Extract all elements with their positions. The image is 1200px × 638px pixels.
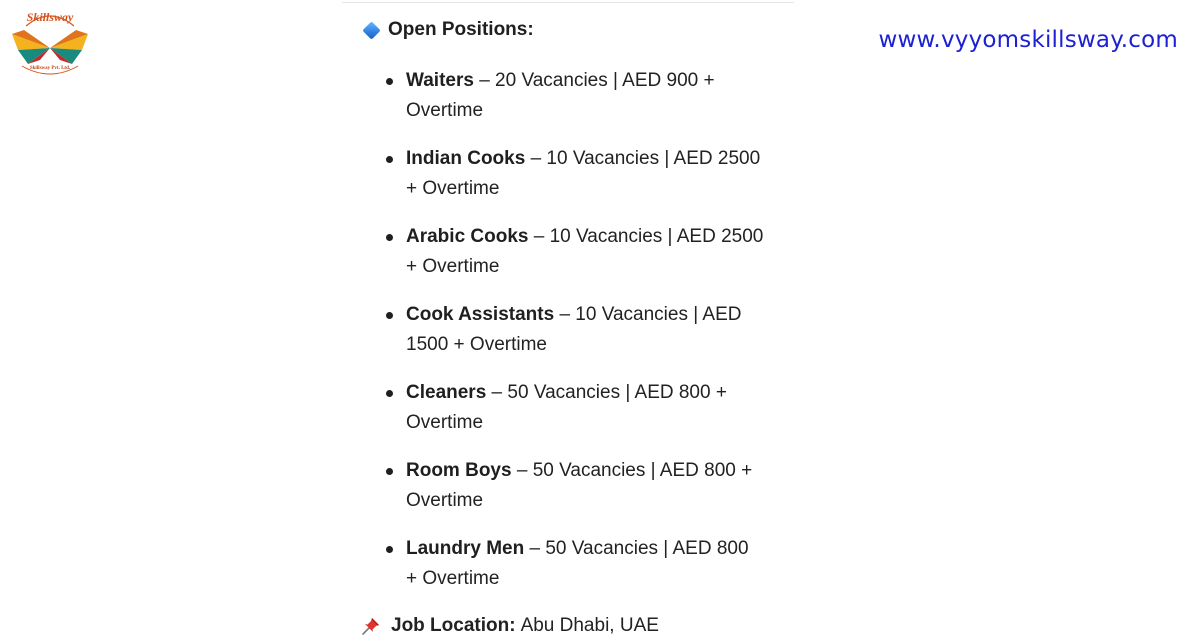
position-details: – 50 Vacancies | AED 800 + (486, 382, 727, 403)
heading-text: Open Positions: (388, 19, 534, 40)
position-details-cont: + Overtime (406, 567, 500, 589)
position-details-cont: Overtime (406, 411, 484, 433)
list-item (406, 66, 786, 144)
position-details: – 20 Vacancies | AED 900 + (473, 70, 715, 91)
job-posting-card (342, 0, 794, 638)
position-details: – 10 Vacancies | AED 2500 (528, 226, 764, 247)
position-details: – 50 Vacancies | AED 800 + (511, 460, 753, 481)
position-details: – 50 Vacancies | AED 800 (524, 538, 749, 559)
list-item (406, 534, 786, 612)
position-role: Room Boys (406, 460, 512, 481)
job-location (360, 615, 659, 637)
list-item (406, 300, 786, 378)
location-label: Job Location: (391, 615, 516, 636)
logo-name: Skillsway (26, 10, 74, 24)
position-role: Indian Cooks (406, 148, 526, 169)
list-item (406, 144, 786, 222)
position-details-cont: + Overtime (406, 177, 500, 199)
position-role: Cleaners (406, 382, 487, 403)
logo-subtitle: Skillsway Pvt. Ltd. (29, 66, 71, 71)
website-link[interactable]: www.vyyomskillsway.com (878, 27, 1178, 53)
positions-list (406, 66, 786, 612)
blue-diamond-icon (362, 21, 380, 39)
top-divider (342, 2, 794, 3)
position-details-cont: Overtime (406, 489, 484, 511)
position-details-cont: + Overtime (406, 255, 500, 277)
location-value: Abu Dhabi, UAE (520, 615, 659, 636)
list-item (406, 222, 786, 300)
position-details: – 10 Vacancies | AED 2500 (525, 148, 761, 169)
list-item (406, 378, 786, 456)
pushpin-icon (360, 615, 382, 637)
position-role: Waiters (406, 70, 474, 91)
list-item (406, 456, 786, 534)
position-role: Cook Assistants (406, 304, 555, 325)
position-details: – 10 Vacancies | AED (554, 304, 742, 325)
position-role: Laundry Men (406, 538, 525, 559)
position-role: Arabic Cooks (406, 226, 529, 247)
company-logo (6, 4, 94, 80)
position-details-cont: 1500 + Overtime (406, 333, 547, 355)
position-details-cont: Overtime (406, 99, 484, 121)
open-positions-heading (362, 19, 534, 41)
